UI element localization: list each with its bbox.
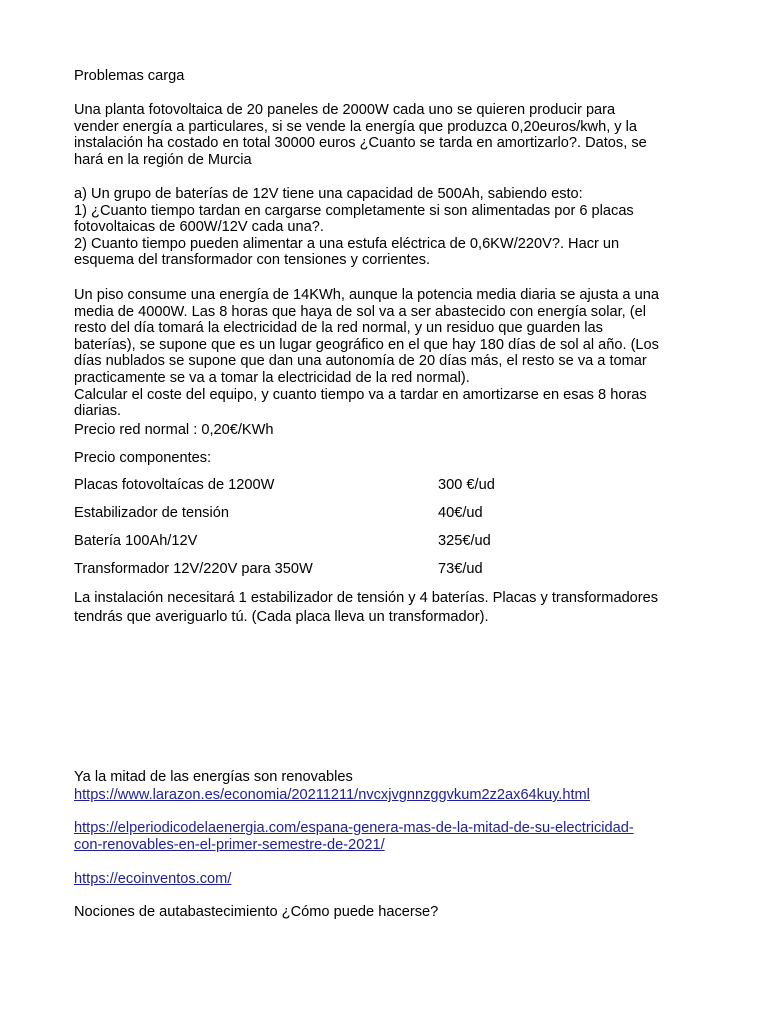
component-name: Batería 100Ah/12V bbox=[74, 533, 198, 549]
link-wrapper bbox=[74, 787, 590, 804]
problem-2-text: Un piso consume una energía de 14KWh, aunque la potencia media diaria se ajusta a una media de 4000W. Las 8 horas que haya de sol va a ser abastecido con energía solar, (el resto del día tomará la electricidad de la red normal, y un residuo que guarden las baterías), se supone que es un lugar geográfico en el que hay 180 días de sol al año. (Los días nublados se supone que dan una autonomía de 20 días más, el resto se va a tomar practicamente se va a tomar la electricidad de la red normal). Calcular el coste del equipo, y cuanto tiempo va a tardar en amortizarse en esas 8 horas diarias. bbox=[74, 287, 659, 420]
component-name: Placas fotovoltaícas de 1200W bbox=[74, 477, 275, 493]
larazon-link[interactable]: https://www.larazon.es/economia/20211211/nvcxjvgnnzggvkum2z2ax64kuy.html bbox=[74, 787, 590, 803]
document-title: Problemas carga bbox=[74, 68, 185, 84]
problem-a-text: a) Un grupo de baterías de 12V tiene una capacidad de 500Ah, sabiendo esto: 1) ¿Cuanto tiempo tardan en cargarse completamente si son alimentadas por 6 placas fotovoltaicas de 600W/12V cada una?. 2) Cuanto tiempo pueden alimentar a una estufa eléctrica de 0,6KW/220V?. Hacr un esquema del transformador con tensiones y corrientes. bbox=[74, 186, 634, 269]
component-price: 325€/ud bbox=[438, 533, 491, 549]
price-normal-network: Precio red normal : 0,20€/KWh bbox=[74, 422, 274, 438]
component-price: 40€/ud bbox=[438, 505, 483, 521]
link-wrapper bbox=[74, 820, 634, 837]
component-name: Estabilizador de tensión bbox=[74, 505, 229, 521]
component-name: Transformador 12V/220V para 350W bbox=[74, 561, 313, 577]
elperiodico-link-line2[interactable]: con-renovables-en-el-primer-semestre-de-2021/ bbox=[74, 837, 385, 853]
elperiodico-link-line1[interactable]: https://elperiodicodelaenergia.com/espana-genera-mas-de-la-mitad-de-su-electricidad- bbox=[74, 820, 634, 836]
self-supply-question: Nociones de autabastecimiento ¿Cómo puede hacerse? bbox=[74, 904, 439, 920]
ecoinventos-link[interactable]: https://ecoinventos.com/ bbox=[74, 871, 232, 887]
component-price: 300 €/ud bbox=[438, 477, 495, 493]
link-wrapper bbox=[74, 871, 231, 888]
problem-1-text: Una planta fotovoltaica de 20 paneles de 2000W cada uno se quieren producir para vender energía a particulares, si se vende la energía que produzca 0,20euros/kwh, y la instalación ha costado en total 30000 euros ¿Cuanto se tarda en amortizarlo?. Datos, se hará en la región de Murcia bbox=[74, 102, 647, 168]
components-heading: Precio componentes: bbox=[74, 450, 212, 466]
renewables-heading: Ya la mitad de las energías son renovables bbox=[74, 769, 353, 785]
link-wrapper bbox=[74, 837, 385, 854]
component-price: 73€/ud bbox=[438, 561, 483, 577]
installation-note: La instalación necesitará 1 estabilizador de tensión y 4 baterías. Placas y transformadores tendrás que averiguarlo tú. (Cada placa lleva un transformador). bbox=[74, 590, 659, 625]
